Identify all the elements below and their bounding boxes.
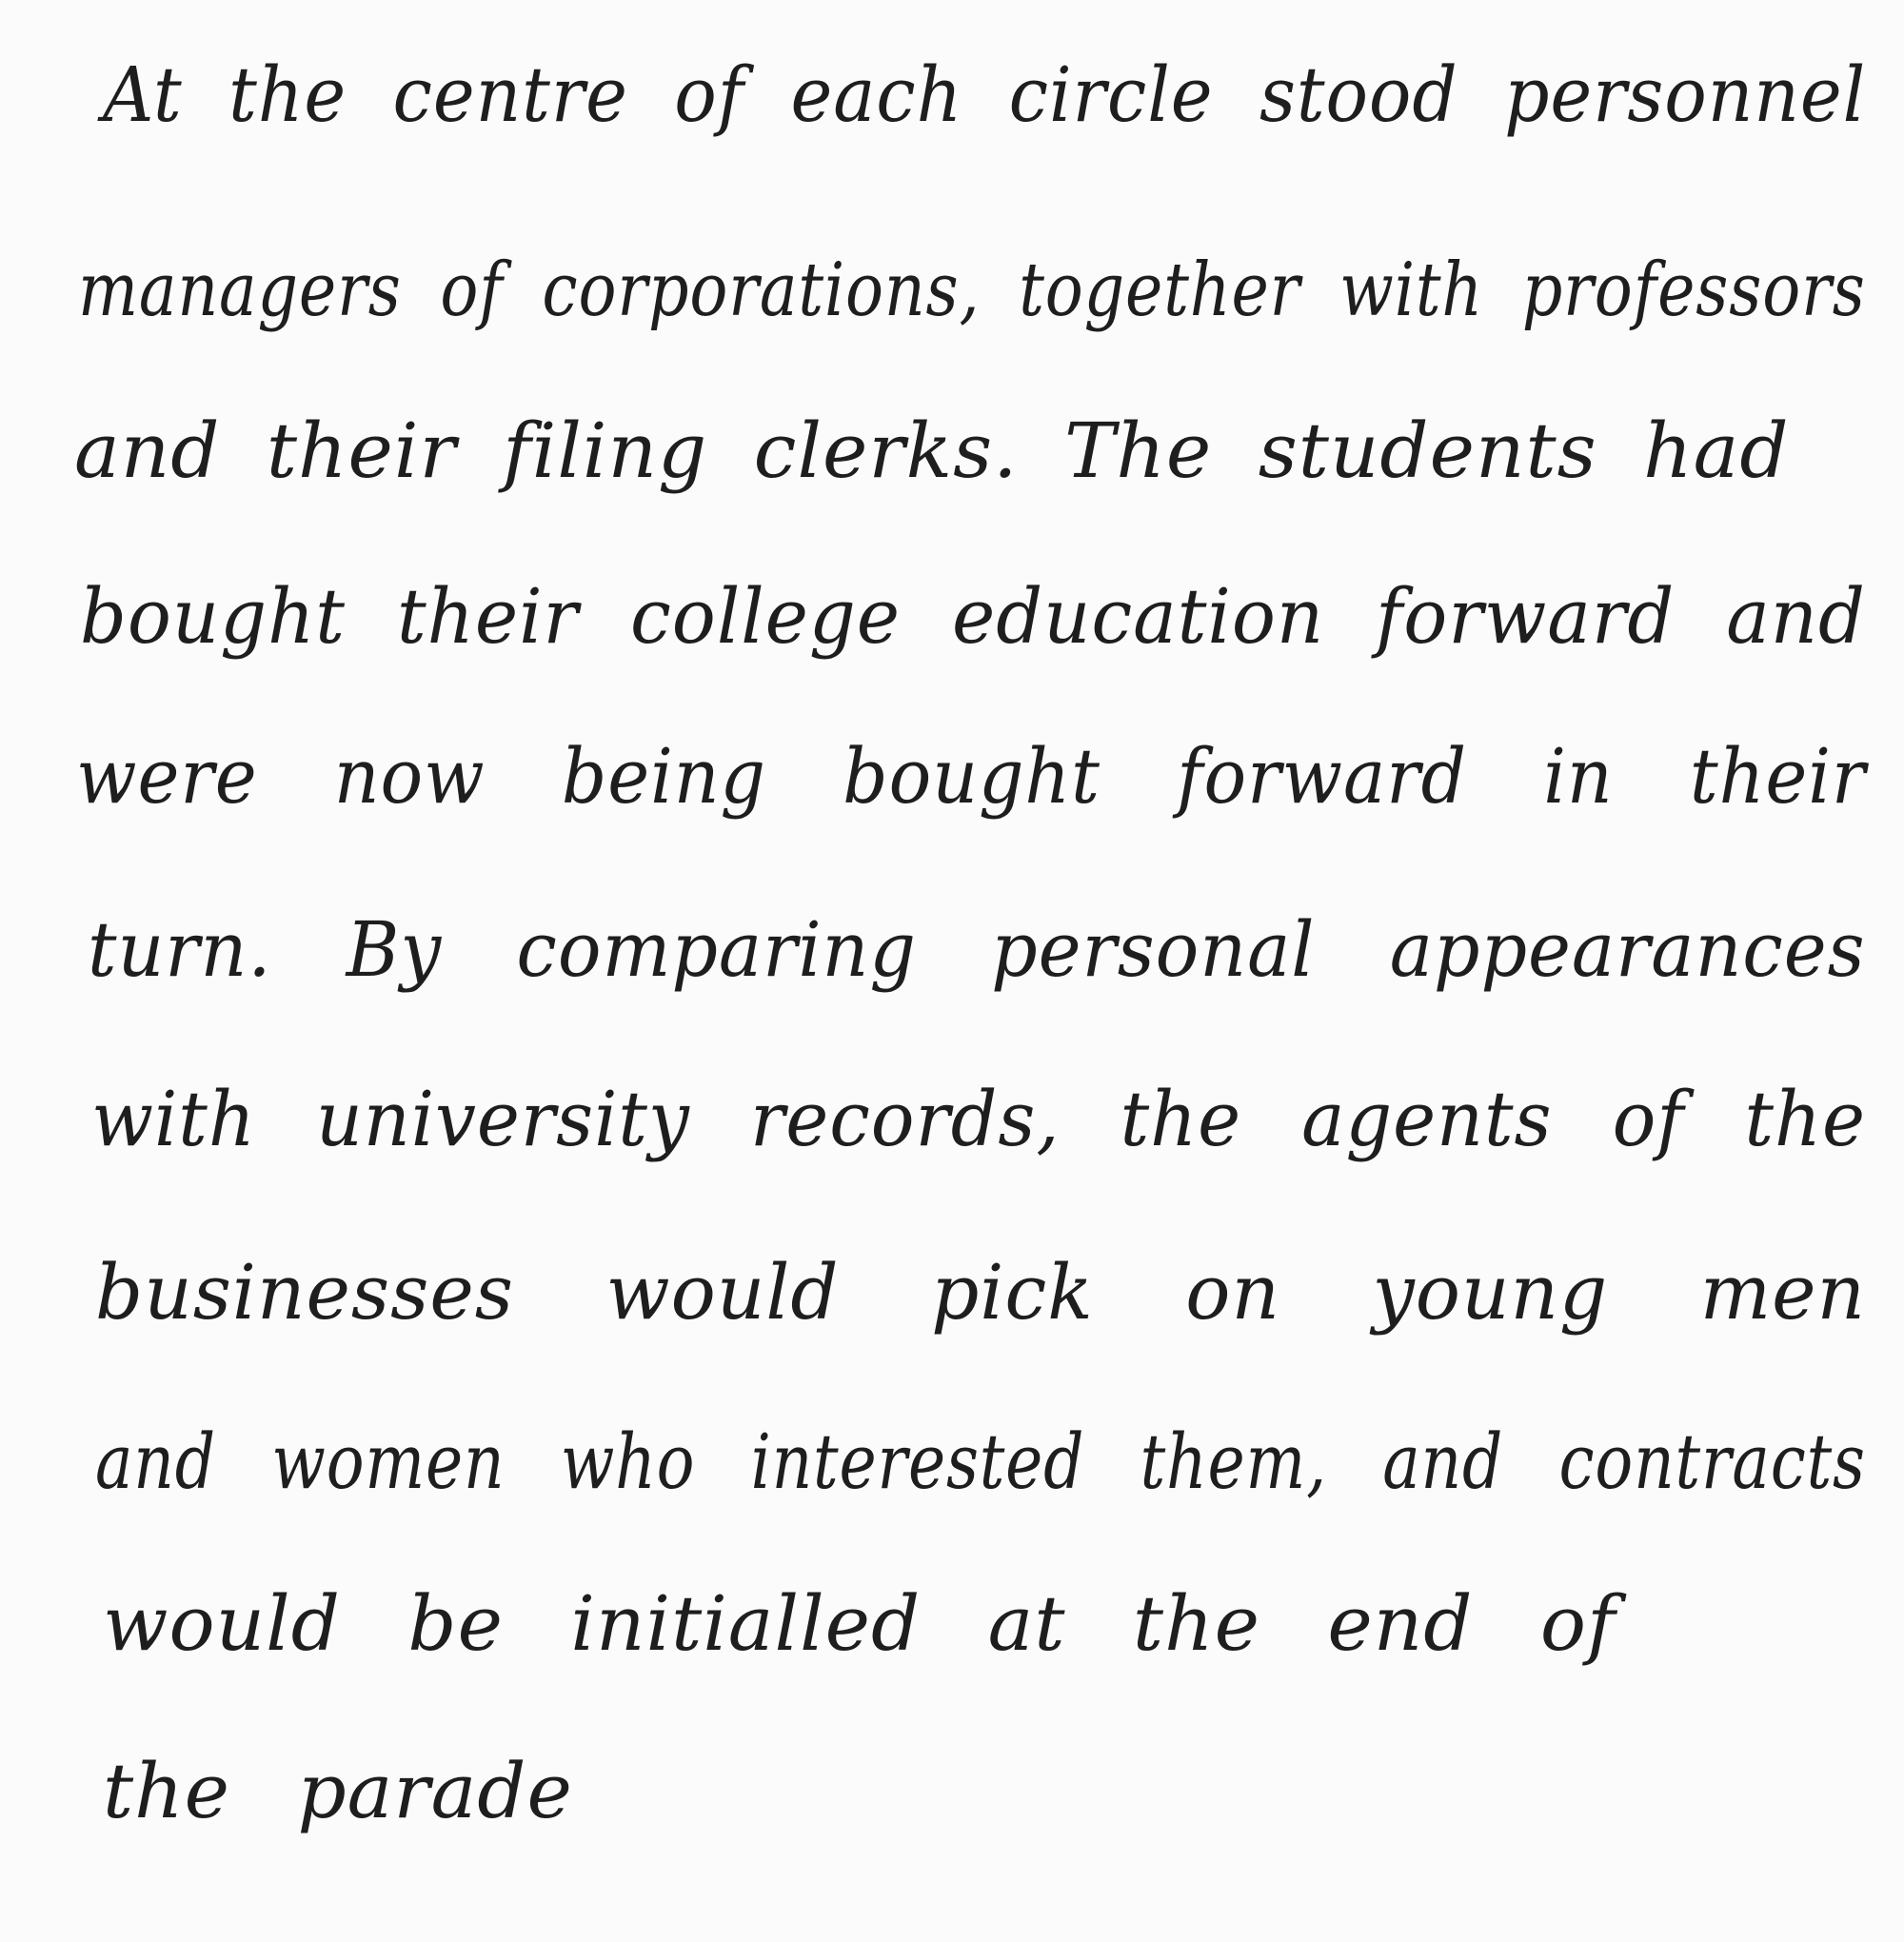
text-line-10: would be initialled at the end of <box>103 1579 1616 1668</box>
text-line-7: with university records, the agents of the <box>91 1075 1866 1163</box>
text-line-1: At the centre of each circle stood personnel <box>103 50 1867 139</box>
text-line-9: and women who interested them, and contracts <box>95 1417 1866 1506</box>
text-line-2: managers of corporations, together with professors <box>78 248 1866 333</box>
text-line-4: bought their college education forward and <box>80 572 1866 661</box>
text-line-11: the parade <box>103 1747 573 1835</box>
text-line-3: and their filing clerks. The students had <box>74 406 1790 495</box>
text-line-8: businesses would pick on young men <box>95 1248 1866 1337</box>
text-line-6: turn. By comparing personal appearances <box>88 905 1866 994</box>
text-line-5: were now being bought forward in their <box>76 732 1867 821</box>
